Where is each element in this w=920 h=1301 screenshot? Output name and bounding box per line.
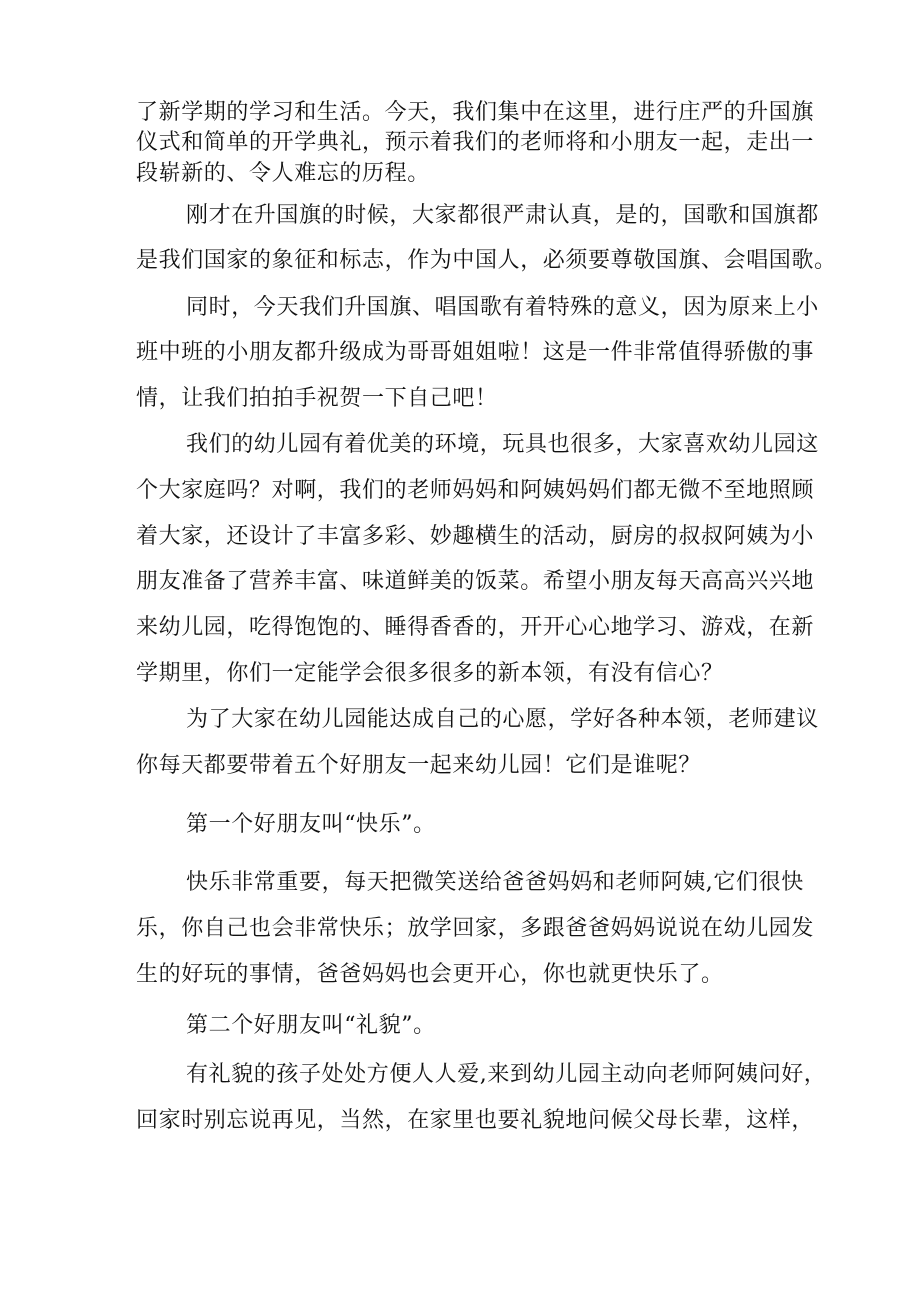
paragraph-first-line: 为了大家在幼儿园能达成自己的心愿，学好各种本领，老师建议: [186, 707, 819, 732]
text-line: 朋友准备了营养丰富、味道鲜美的饭菜。希望小朋友每天高高兴兴地: [136, 569, 815, 594]
section-heading-friend-1: 第一个好朋友叫“快乐”。: [186, 812, 436, 837]
text-line: 是我们国家的象征和标志，作为中国人，必须要尊敬国旗、会唱国歌。: [136, 248, 837, 273]
text-line: 仪式和简单的开学典礼，预示着我们的老师将和小朋友一起，走出一: [136, 130, 815, 155]
section-heading-friend-2: 第二个好朋友叫“礼貌”。: [186, 1013, 436, 1038]
paragraph-first-line: 我们的幼儿园有着优美的环境，玩具也很多，大家喜欢幼儿园这: [186, 432, 819, 457]
paragraph-first-line: 刚才在升国旗的时候，大家都很严肃认真，是的，国歌和国旗都: [186, 203, 819, 228]
text-line: 了新学期的学习和生活。今天，我们集中在这里，进行庄严的升国旗: [136, 100, 815, 125]
paragraph-first-line: 有礼貌的孩子处处方便人人爱,来到幼儿园主动向老师阿姨问好，: [186, 1062, 827, 1087]
text-line: 段崭新的、令人难忘的历程。: [136, 161, 430, 186]
text-line: 班中班的小朋友都升级成为哥哥姐姐啦！这是一件非常值得骄傲的事: [136, 340, 815, 365]
text-line: 个大家庭吗？对啊，我们的老师妈妈和阿姨妈妈们都无微不至地照顾: [136, 478, 815, 503]
paragraph-first-line: 同时，今天我们升国旗、唱国歌有着特殊的意义，因为原来上小: [186, 295, 819, 320]
text-line: 乐，你自己也会非常快乐；放学回家，多跟爸爸妈妈说说在幼儿园发: [136, 916, 815, 941]
text-line: 来幼儿园，吃得饱饱的、睡得香香的，开开心心地学习、游戏，在新: [136, 615, 815, 640]
text-line: 着大家，还设计了丰富多彩、妙趣横生的活动，厨房的叔叔阿姨为小: [136, 524, 815, 549]
paragraph-first-line: 快乐非常重要，每天把微笑送给爸爸妈妈和老师阿姨,它们很快: [186, 870, 804, 895]
text-line: 回家时别忘说再见，当然，在家里也要礼貌地问候父母长辈，这样，: [136, 1108, 815, 1133]
text-line: 你每天都要带着五个好朋友一起来幼儿园！它们是谁呢？: [136, 753, 702, 778]
text-line: 情，让我们拍拍手祝贺一下自己吧！: [136, 386, 498, 411]
text-line: 学期里，你们一定能学会很多很多的新本领，有没有信心？: [136, 661, 724, 686]
text-line: 生的好玩的事情，爸爸妈妈也会更开心，你也就更快乐了。: [136, 962, 724, 987]
